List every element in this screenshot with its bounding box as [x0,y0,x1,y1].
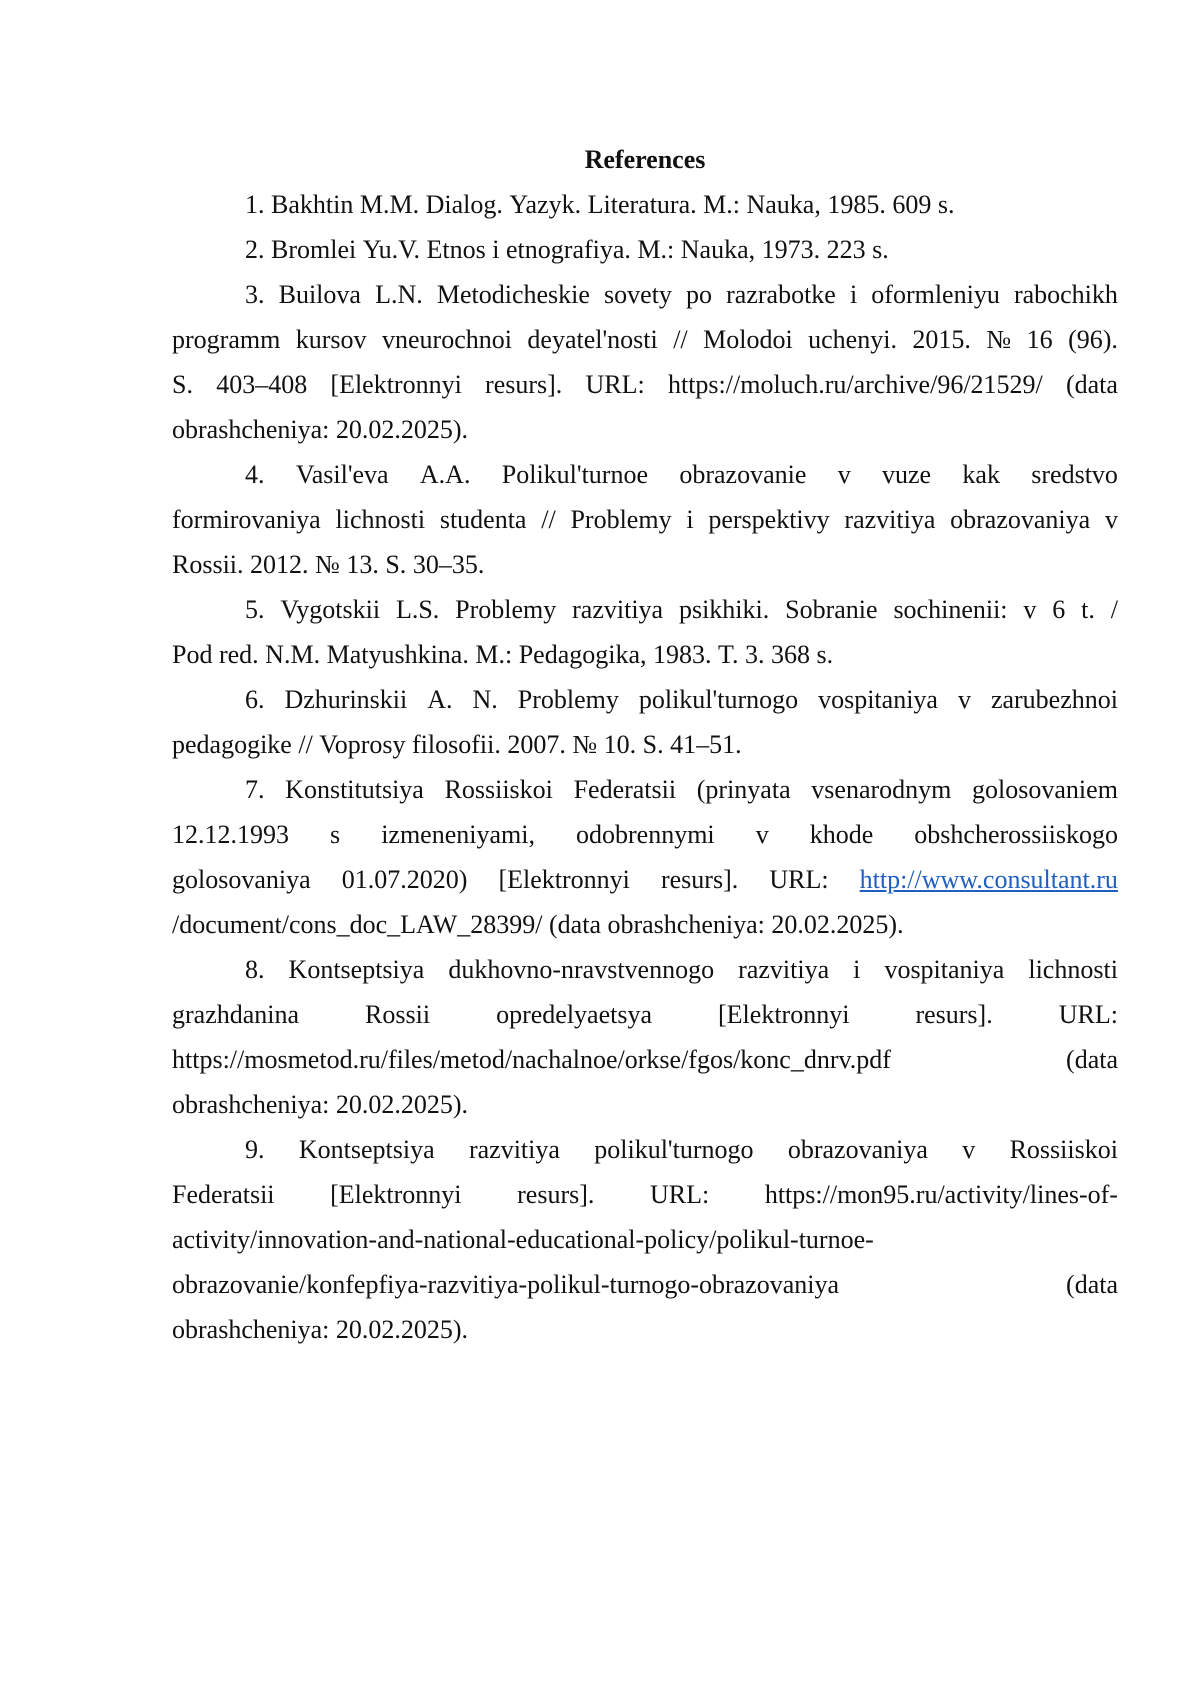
word: (prinyata [697,767,791,812]
reference-line [172,1127,1118,1172]
reference-line [172,1307,1118,1352]
word: s. [938,182,955,227]
word: S. [643,722,664,767]
word: vsenarodnym [811,767,951,812]
word: vneurochnoi [382,317,512,362]
word: 2007. [507,722,566,767]
word: Problemy [518,677,619,722]
word: Rossii. [172,542,244,587]
word: [Elektronnyi [498,857,629,902]
word: s. [816,632,833,677]
word: // [673,317,687,362]
word: / [1111,587,1118,632]
word: 2015. [912,317,971,362]
word: https://mon95.ru/activity/lines-of- [765,1172,1118,1217]
word: s [330,812,340,857]
word: (96). [1068,317,1118,362]
reference-line [172,677,1118,722]
word: pedagogike [172,722,292,767]
word: 20.02.2025). [336,1307,468,1352]
word: po [686,272,712,317]
reference-item [172,767,1118,947]
word: M.: [703,182,740,227]
word: 1985. [827,182,886,227]
reference-line [172,947,1118,992]
word: zarubezhnoi [991,677,1118,722]
word: Pedagogika, [519,632,647,677]
reference-item [172,227,1118,272]
word: obshcherossiiskogo [914,812,1118,857]
word: 9. [245,1127,265,1172]
word: 3. [245,272,265,317]
word: resurs]. [661,857,738,902]
word: v [1105,497,1118,542]
word: // [541,497,555,542]
word: obrazovanie/konfepfiya-razvitiya-polikul-turnogo-obrazovaniya [172,1262,839,1307]
word: 223 [827,227,866,272]
word: 4. [245,452,265,497]
reference-line [172,1262,1118,1307]
word: L.N. [375,272,423,317]
word: oformleniyu [871,272,1000,317]
word: (data [1066,362,1118,407]
word: Kontseptsiya [299,1127,435,1172]
word: sredstvo [1031,452,1118,497]
word: 2012. [250,542,309,587]
word: lichnosti [336,497,426,542]
word: 20.02.2025). [336,407,468,452]
word: 13. [346,542,379,587]
word: t. [1081,587,1095,632]
word: programm [172,317,280,362]
word: obrashcheniya: [172,1307,329,1352]
reference-line [172,992,1118,1037]
word: 403–408 [216,362,307,407]
reference-line [172,1217,1118,1262]
word: S. [385,542,406,587]
reference-item [172,182,1118,227]
reference-list [172,182,1118,1352]
reference-line [172,497,1118,542]
word: v [958,677,971,722]
reference-line [172,452,1118,497]
word: T. [718,632,738,677]
word: (data [1066,1262,1118,1307]
word: lichnosti [1028,947,1118,992]
word: [Elektronnyi [330,362,461,407]
word: (data [549,902,601,947]
word: Voprosy [319,722,405,767]
reference-line [172,1037,1118,1082]
word: 16 [1027,317,1053,362]
word: M.: [637,227,674,272]
reference-line [172,317,1118,362]
word: Etnos [427,227,486,272]
word: /document/cons_doc_LAW_28399/ [172,902,543,947]
word: 2. [245,227,265,272]
word: 1. [245,182,265,227]
word: № [572,722,597,767]
word: sochinenii: [893,587,1007,632]
word: Molodoi [703,317,793,362]
word: Vasil'eva [296,452,389,497]
word: Rossiiskoi [1010,1127,1118,1172]
reference-item [172,677,1118,767]
word: № [315,542,340,587]
word: obrazovaniya [788,1127,928,1172]
word: obrashcheniya: [172,1082,329,1127]
reference-line [172,1082,1118,1127]
word: perspektivy [708,497,829,542]
word: URL: [650,1172,709,1217]
word: resurs]. [485,362,562,407]
word: vuze [882,452,931,497]
word: 3. [745,632,765,677]
word: 41–51. [670,722,742,767]
word: Metodicheskie [437,272,590,317]
word: Rossiiskoi [445,767,553,812]
word: (data [1066,1037,1118,1082]
word: rabochikh [1014,272,1118,317]
word: razvitiya [572,587,663,632]
word: vospitaniya [818,677,938,722]
word: etnografiya. [506,227,631,272]
reference-item [172,452,1118,587]
word: S. [172,362,193,407]
word: deyatel'nosti [527,317,657,362]
reference-line [172,227,1118,272]
word: v [756,812,769,857]
word: kak [962,452,1000,497]
word: obrashcheniya: [607,902,764,947]
word: Rossii [365,992,430,1037]
word: studenta [440,497,527,542]
word: 368 [771,632,810,677]
word: obrashcheniya: [172,407,329,452]
word: golosovaniem [972,767,1118,812]
word: Matyushkina. [327,632,469,677]
word: obrazovaniya [950,497,1090,542]
word: izmeneniyami, [381,812,535,857]
word: 20.02.2025). [336,1082,468,1127]
reference-link[interactable]: http://www.consultant.ru [860,857,1118,902]
word: razvitiya [738,947,829,992]
word: obrazovanie [679,452,806,497]
reference-line [172,767,1118,812]
word: dukhovno-nravstvennogo [448,947,714,992]
reference-line [172,272,1118,317]
word: polikul'turnogo [639,677,798,722]
word: [Elektronnyi [718,992,849,1037]
word: razvitiya [844,497,935,542]
word: golosovaniya [172,857,311,902]
word: Problemy [570,497,671,542]
word: N. [473,677,498,722]
word: 5. [245,587,265,632]
word: 609 [892,182,931,227]
word: https://mosmetod.ru/files/metod/nachalnoe/orkse/fgos/konc_dnrv.pdf [172,1037,891,1082]
page-title: References [172,137,1118,182]
word: // [298,722,312,767]
word: i [492,227,499,272]
word: 12.12.1993 [172,812,289,857]
reference-line [172,407,1118,452]
word: L.S. [396,587,439,632]
reference-item [172,1127,1118,1352]
word: Bromlei [271,227,356,272]
word: v [962,1127,975,1172]
word: i [850,272,857,317]
word: M.: [475,632,512,677]
word: Builova [279,272,361,317]
word: khode [810,812,874,857]
word: 1983. [653,632,712,677]
word: odobrennymi [576,812,715,857]
word: Kontseptsiya [289,947,425,992]
word: Literatura. [588,182,697,227]
word: vospitaniya [884,947,1004,992]
word: Dialog. [426,182,503,227]
word: 20.02.2025). [771,902,903,947]
word: uchenyi. [808,317,897,362]
word: 1973. [762,227,821,272]
reference-line [172,722,1118,767]
word: A.A. [420,452,471,497]
word: grazhdanina [172,992,299,1037]
word: Federatsii [172,1172,275,1217]
word: URL: [586,362,645,407]
reference-line [172,182,1118,227]
reference-line [172,362,1118,407]
word: Polikul'turnoe [502,452,648,497]
word: URL: [769,857,828,902]
word: Yu.V. [363,227,420,272]
reference-line [172,812,1118,857]
word: M.M. [360,182,419,227]
reference-item [172,947,1118,1127]
word: № [986,317,1011,362]
reference-line [172,587,1118,632]
word: formirovaniya [172,497,321,542]
document-page [172,137,1118,1352]
word: resurs]. [517,1172,594,1217]
word: URL: [1059,992,1118,1037]
word: razvitiya [469,1127,560,1172]
reference-line [172,857,1118,902]
word: Nauka, [681,227,755,272]
word: 6 [1052,587,1065,632]
word: Federatsii [574,767,677,812]
word: Konstitutsiya [285,767,424,812]
word: A. [427,677,452,722]
word: opredelyaetsya [496,992,652,1037]
word: Problemy [455,587,556,632]
word: N.M. [265,632,320,677]
word: https://moluch.ru/archive/96/21529/ [668,362,1043,407]
reference-line [172,1172,1118,1217]
word: 7. [245,767,265,812]
word: Yazyk. [509,182,581,227]
word: 10. [604,722,637,767]
word: Nauka, [746,182,820,227]
word: 01.07.2020) [342,857,468,902]
word: Dzhurinskii [284,677,407,722]
word: psikhiki. [679,587,769,632]
reference-item [172,587,1118,677]
reference-line [172,902,1118,947]
word: i [853,947,860,992]
word: v [1023,587,1036,632]
word: 8. [245,947,265,992]
reference-line [172,632,1118,677]
word: Pod [172,632,212,677]
word: 6. [245,677,265,722]
word: Sobranie [785,587,877,632]
word: red. [219,632,259,677]
word: i [686,497,693,542]
word: kursov [296,317,367,362]
word: s. [872,227,889,272]
word: Bakhtin [271,182,353,227]
word: resurs]. [915,992,992,1037]
word: polikul'turnogo [594,1127,753,1172]
word: sovety [604,272,672,317]
word: 30–35. [413,542,485,587]
word: Vygotskii [280,587,380,632]
reference-item [172,272,1118,452]
word: v [838,452,851,497]
reference-line [172,542,1118,587]
word: filosofii. [412,722,501,767]
word: razrabotke [726,272,836,317]
word: [Elektronnyi [330,1172,461,1217]
word: activity/innovation-and-national-educational-policy/polikul-turnoe- [172,1217,874,1262]
